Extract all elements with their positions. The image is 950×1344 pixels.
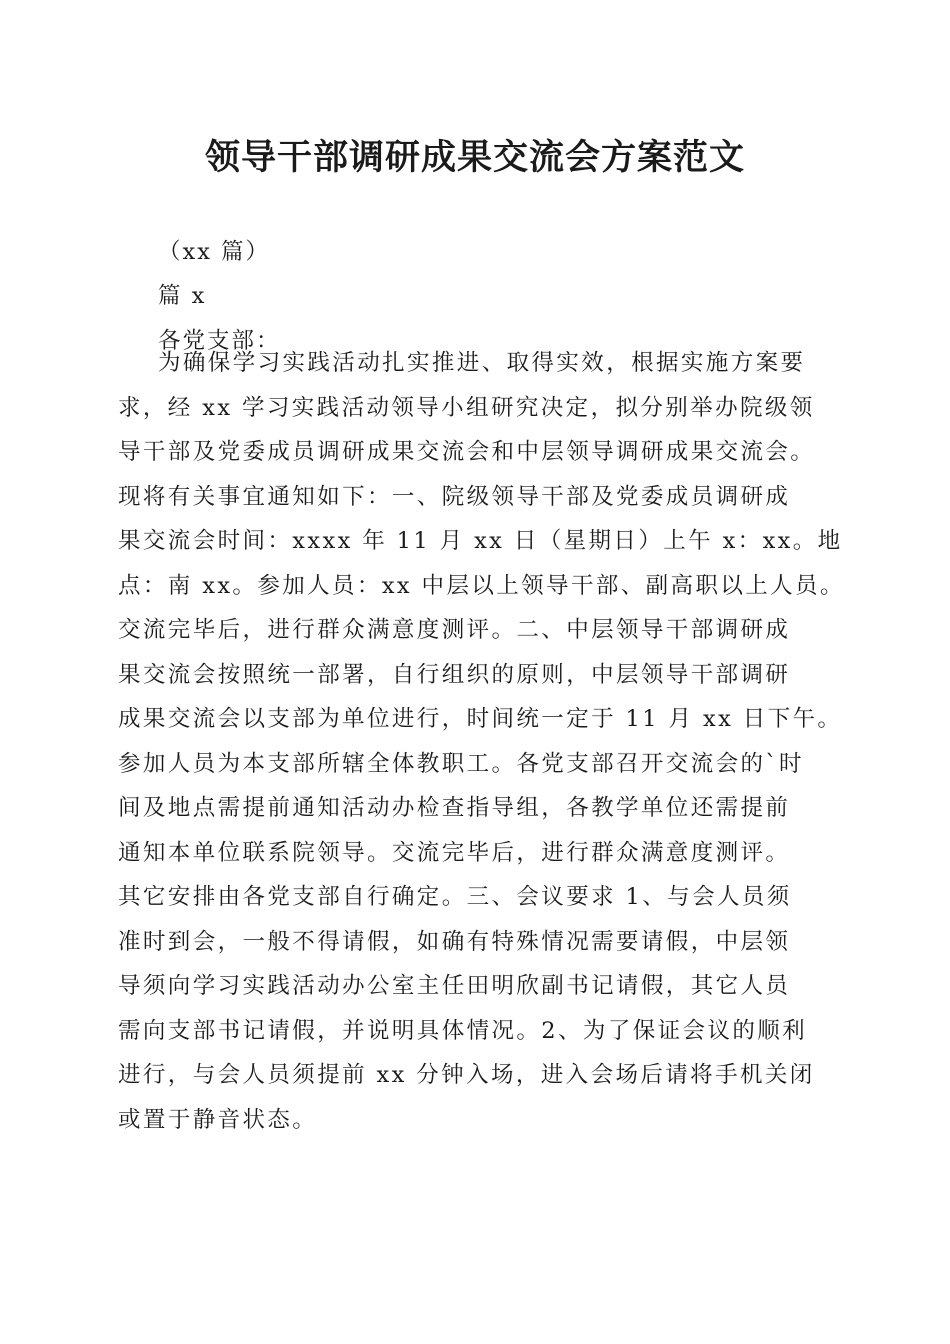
document-title: 领导干部调研成果交流会方案范文 <box>204 137 745 178</box>
body-line: 或置于静音状态。 <box>118 1106 318 1133</box>
body-line: 通知本单位联系院领导。交流完毕后，进行群众满意度测评。 <box>118 839 791 866</box>
section-label: 篇 x <box>158 283 207 309</box>
salutation: 各党支部： <box>158 328 281 354</box>
document-subtitle: （xx 篇） <box>158 239 271 265</box>
body-line: 求，经 xx 学习实践活动领导小组研究决定，拟分别举办院级领 <box>118 394 815 421</box>
body-line: 导须向学习实践活动办公室主任田明欣副书记请假，其它人员 <box>118 973 791 999</box>
body-line: 导干部及党委成员调研成果交流会和中层领导调研成果交流会。 <box>118 439 816 465</box>
body-line: 进行，与会人员须提前 xx 分钟入场，进入会场后请将手机关闭 <box>118 1062 815 1088</box>
body-line: 点：南 xx。参加人员：xx 中层以上领导干部、副高职以上人员。 <box>118 572 845 599</box>
body-line: 需向支部书记请假，并说明具体情况。2、为了保证会议的顺利 <box>118 1017 808 1044</box>
body-paragraph <box>118 341 845 1142</box>
body-line: 为确保学习实践活动扎实推进、取得实效，根据实施方案要 <box>158 350 806 376</box>
body-line: 其它安排由各党支部自行确定。三、会议要求 1、与会人员须 <box>118 884 792 910</box>
body-line: 间及地点需提前通知活动办检查指导组，各教学单位还需提前 <box>118 795 791 821</box>
body-line: 现将有关事宜通知如下：一、院级领导干部及党委成员调研成 <box>118 483 791 510</box>
body-line: 果交流会时间：xxxx 年 11 月 xx 日（星期日）上午 x：xx。地 <box>118 528 843 554</box>
body-line: 准时到会，一般不得请假，如确有特殊情况需要请假，中层领 <box>118 928 791 955</box>
body-line: 交流完毕后，进行群众满意度测评。二、中层领导干部调研成 <box>118 617 791 643</box>
body-line: 参加人员为本支部所辖全体教职工。各党支部召开交流会的`时 <box>118 750 804 777</box>
body-line: 成果交流会以支部为单位进行，时间统一定于 11 月 xx 日下午。 <box>118 706 843 732</box>
body-line: 果交流会按照统一部署，自行组织的原则，中层领导干部调研 <box>118 661 791 688</box>
